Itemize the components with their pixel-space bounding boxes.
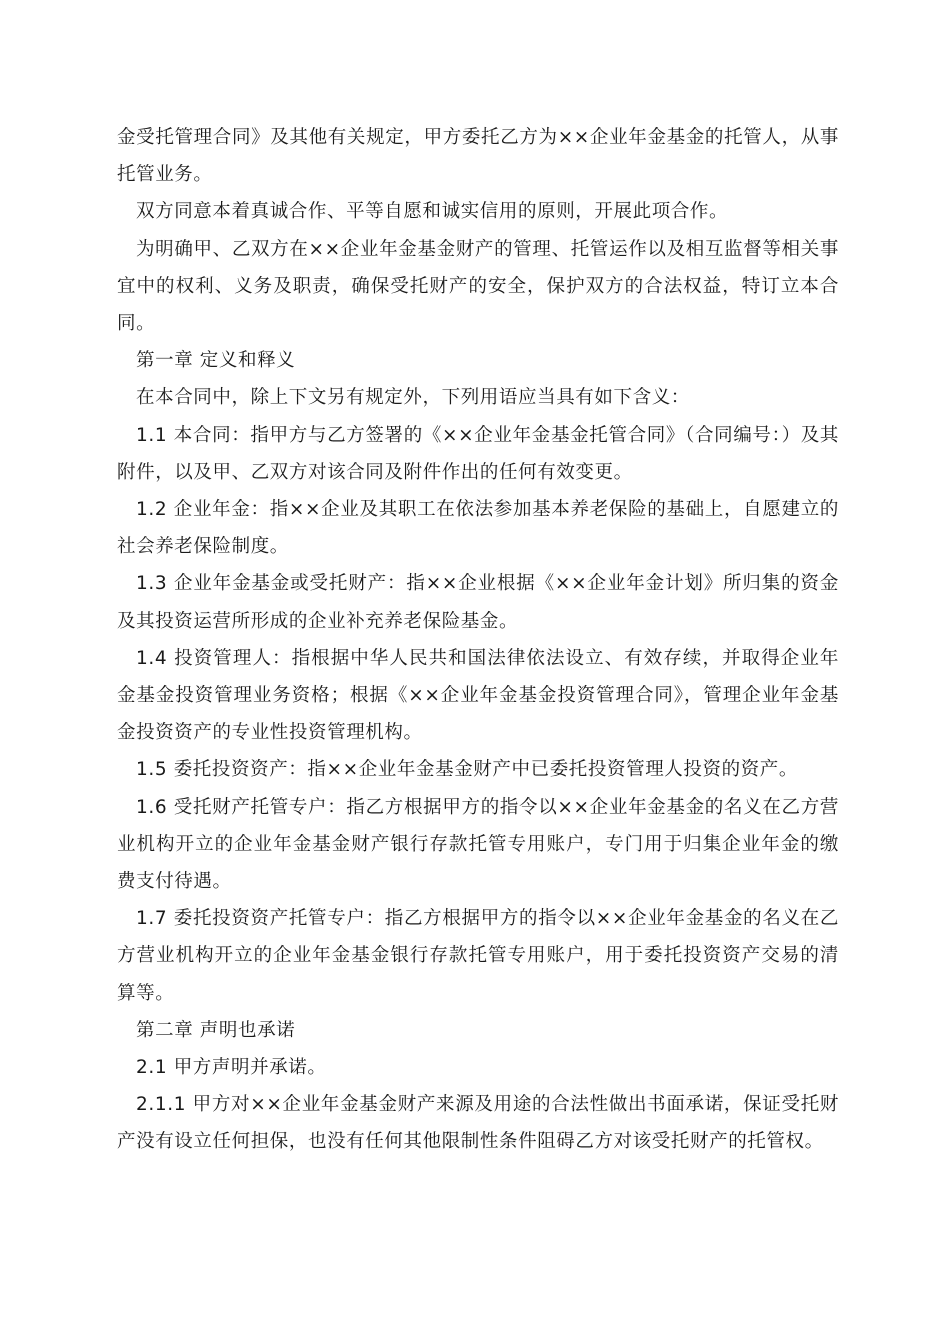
clause-1-6: 1.6 受托财产托管专户：指乙方根据甲方的指令以××企业年金基金的名义在乙方营业机构开立的企业年金基金财产银行存款托管专用账户，专门用于归集企业年金的缴费支付待遇。 [117,796,839,893]
paragraph-agreement: 双方同意本着真诚合作、平等自愿和诚实信用的原则，开展此项合作。 [136,201,729,223]
paragraph-definitions-intro: 在本合同中，除上下文另有规定外，下列用语应当具有如下含义： [136,387,690,409]
document-body [117,119,839,1161]
chapter-2-heading: 第二章 声明也承诺 [136,1019,296,1041]
clause-1-4: 1.4 投资管理人：指根据中华人民共和国法律依法设立、有效存续，并取得企业年金基金投资管理业务资格；根据《××企业年金基金投资管理合同》，管理企业年金基金投资资产的专业性投资管理机构。 [117,647,839,744]
paragraph-intro-continued: 金受托管理合同》及其他有关规定，甲方委托乙方为××企业年金基金的托管人，从事托管业务。 [117,127,839,186]
clause-2-1: 2.1 甲方声明并承诺。 [136,1057,327,1079]
clause-1-5: 1.5 委托投资资产：指××企业年金基金财产中已委托投资管理人投资的资产。 [136,759,799,781]
clause-2-1-1: 2.1.1 甲方对××企业年金基金财产来源及用途的合法性做出书面承诺，保证受托财产没有设立任何担保，也没有任何其他限制性条件阻碍乙方对该受托财产的托管权。 [117,1094,839,1153]
clause-1-1: 1.1 本合同：指甲方与乙方签署的《××企业年金基金托管合同》（合同编号：）及其附件，以及甲、乙双方对该合同及附件作出的任何有效变更。 [117,424,839,483]
clause-1-3: 1.3 企业年金基金或受托财产：指××企业根据《××企业年金计划》所归集的资金及其投资运营所形成的企业补充养老保险基金。 [117,573,839,632]
paragraph-purpose: 为明确甲、乙双方在××企业年金基金财产的管理、托管运作以及相互监督等相关事宜中的权利、义务及职责，确保受托财产的安全，保护双方的合法权益，特订立本合同。 [117,238,839,335]
chapter-1-heading: 第一章 定义和释义 [136,350,296,372]
clause-1-2: 1.2 企业年金：指××企业及其职工在依法参加基本养老保险的基础上，自愿建立的社会养老保险制度。 [117,499,839,558]
clause-1-7: 1.7 委托投资资产托管专户：指乙方根据甲方的指令以××企业年金基金的名义在乙方营业机构开立的企业年金基金银行存款托管专用账户，用于委托投资资产交易的清算等。 [117,908,839,1004]
